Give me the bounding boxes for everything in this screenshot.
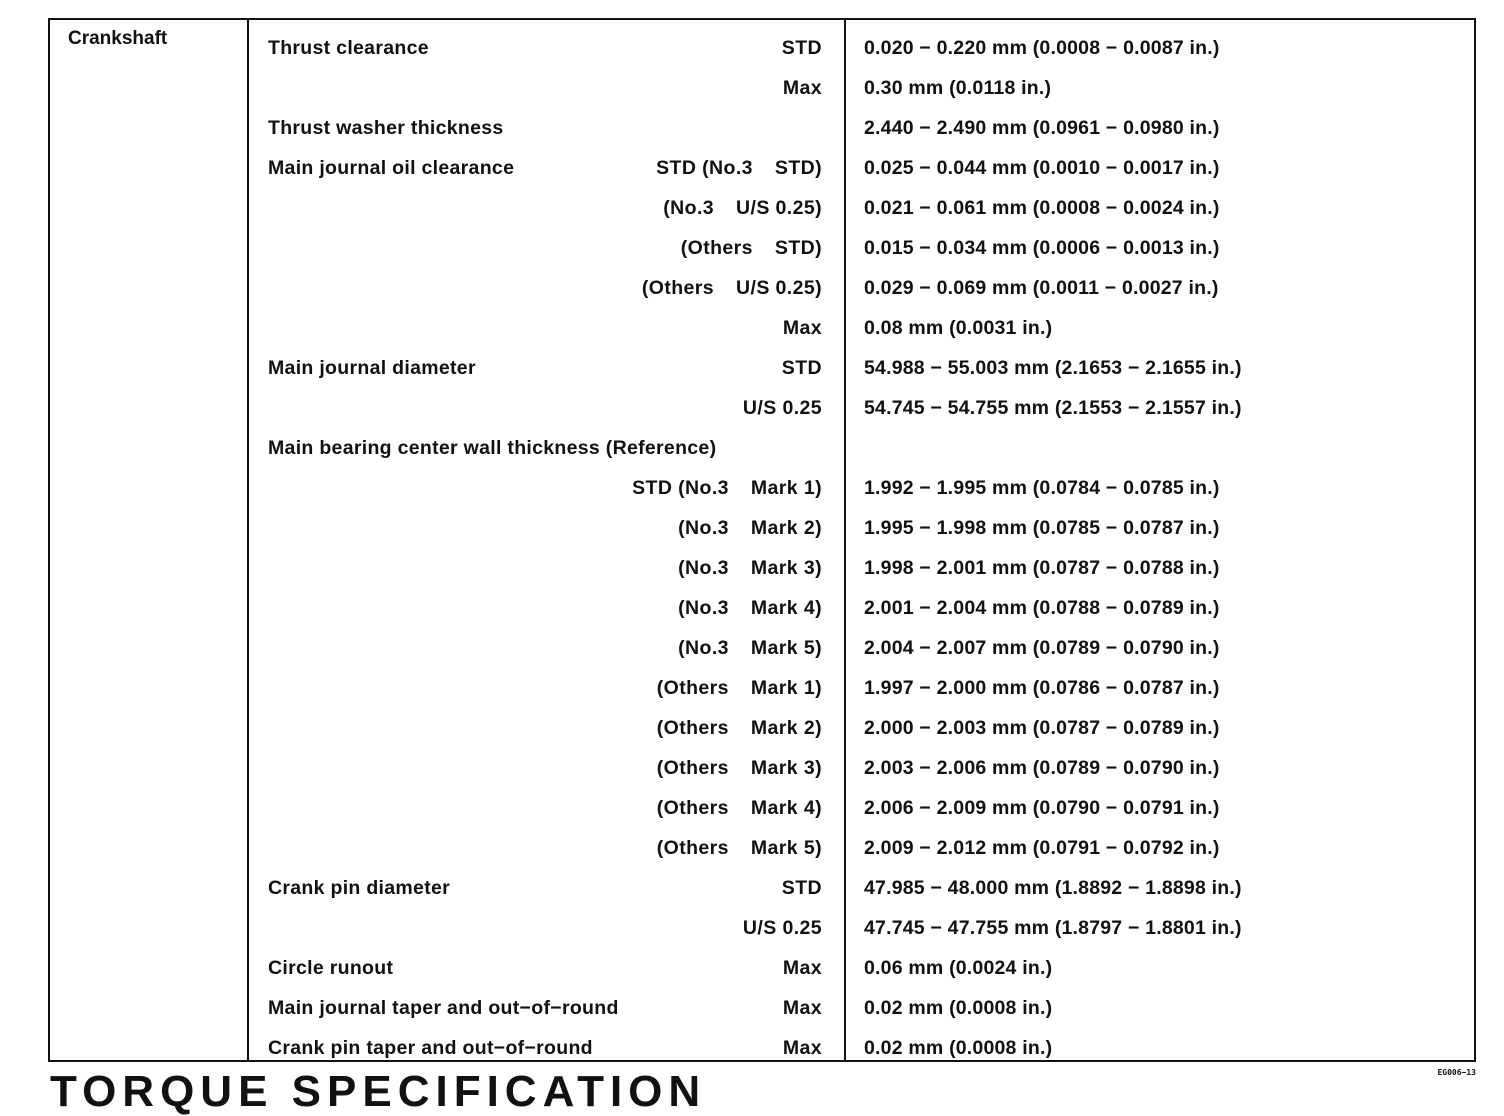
- spec-row: [50, 465, 1474, 505]
- condition-group: (No.3: [663, 197, 715, 219]
- condition: [783, 317, 822, 340]
- condition-group: (No.3: [678, 557, 729, 579]
- spec-value: 2.000 − 2.003 mm (0.0787 − 0.0789 in.): [864, 717, 1220, 739]
- condition: [783, 957, 822, 980]
- condition: [783, 1037, 822, 1060]
- spec-row: [50, 145, 1474, 185]
- spec-row: [50, 945, 1474, 985]
- item-label: Crank pin taper and out−of−round: [268, 1037, 593, 1059]
- spec-row: [50, 105, 1474, 145]
- condition-spec: Max: [782, 317, 822, 339]
- spec-value: 0.025 − 0.044 mm (0.0010 − 0.0017 in.): [864, 157, 1220, 179]
- condition: [783, 997, 822, 1020]
- condition: [657, 797, 822, 820]
- page-code: EG006−13: [1437, 1068, 1476, 1077]
- condition-group: STD (No.3: [656, 157, 753, 179]
- condition-spec: STD): [774, 157, 822, 179]
- spec-value: 0.06 mm (0.0024 in.): [864, 957, 1053, 979]
- spec-row: [50, 785, 1474, 825]
- spec-value: 2.001 − 2.004 mm (0.0788 − 0.0789 in.): [864, 597, 1220, 619]
- condition-spec: U/S 0.25: [742, 397, 822, 419]
- condition-spec: STD: [781, 37, 822, 59]
- spec-value: 1.997 − 2.000 mm (0.0786 − 0.0787 in.): [864, 677, 1220, 699]
- spec-value: 1.995 − 1.998 mm (0.0785 − 0.0787 in.): [864, 517, 1220, 539]
- spec-value: 2.009 − 2.012 mm (0.0791 − 0.0792 in.): [864, 837, 1220, 859]
- condition: [678, 597, 822, 620]
- condition: [656, 157, 822, 180]
- condition-group: (Others: [641, 277, 715, 299]
- spec-row: [50, 425, 1474, 465]
- condition: [642, 277, 822, 300]
- condition-spec: Max: [782, 1037, 822, 1059]
- condition: [782, 37, 822, 60]
- condition-group: (Others: [656, 837, 729, 859]
- spec-value: 0.08 mm (0.0031 in.): [864, 317, 1053, 339]
- condition-spec: Mark 3): [750, 557, 822, 579]
- item-label: Main journal taper and out−of−round: [268, 997, 619, 1019]
- condition: [782, 877, 822, 900]
- spec-row: [50, 225, 1474, 265]
- condition: [657, 717, 822, 740]
- item-label: Main journal diameter: [268, 357, 476, 379]
- spec-value: 2.440 − 2.490 mm (0.0961 − 0.0980 in.): [864, 117, 1220, 139]
- condition-spec: Mark 4): [750, 597, 822, 619]
- spec-value: 0.02 mm (0.0008 in.): [864, 997, 1053, 1019]
- spec-row: [50, 265, 1474, 305]
- condition-spec: Mark 1): [750, 677, 822, 699]
- spec-row: [50, 625, 1474, 665]
- condition: [743, 397, 822, 420]
- condition-spec: Mark 2): [750, 717, 822, 739]
- item-label: Main journal oil clearance: [268, 157, 515, 179]
- condition-spec: U/S 0.25): [736, 197, 822, 219]
- spec-value: 0.02 mm (0.0008 in.): [864, 1037, 1053, 1059]
- spec-table: [48, 18, 1476, 1062]
- condition-spec: STD: [781, 877, 822, 899]
- condition-group: STD (No.3: [632, 477, 729, 499]
- spec-row: [50, 65, 1474, 105]
- condition: [681, 237, 822, 260]
- spec-value: 0.015 − 0.034 mm (0.0006 − 0.0013 in.): [864, 237, 1220, 259]
- condition: [657, 757, 822, 780]
- condition-spec: Mark 4): [750, 797, 822, 819]
- spec-row: [50, 985, 1474, 1025]
- spec-row: [50, 745, 1474, 785]
- condition-spec: U/S 0.25: [742, 917, 822, 939]
- section-label: Crankshaft: [68, 28, 168, 49]
- condition: [678, 637, 822, 660]
- spec-row: [50, 305, 1474, 345]
- condition: [783, 77, 822, 100]
- condition-group: (Others: [656, 717, 729, 739]
- condition-group: (Others: [656, 677, 729, 699]
- spec-value: 47.985 − 48.000 mm (1.8892 − 1.8898 in.): [864, 877, 1242, 899]
- item-label: Thrust washer thickness: [268, 117, 504, 139]
- condition-spec: Max: [782, 957, 822, 979]
- condition: [632, 477, 822, 500]
- spec-value: 54.745 − 54.755 mm (2.1553 − 2.1557 in.): [864, 397, 1242, 419]
- condition-spec: U/S 0.25): [736, 277, 822, 299]
- item-label: Thrust clearance: [268, 37, 429, 59]
- spec-row: [50, 545, 1474, 585]
- condition-spec: Max: [782, 77, 822, 99]
- spec-row: [50, 905, 1474, 945]
- footer-heading: TORQUE SPECIFICATION: [50, 1067, 707, 1116]
- spec-value: 0.020 − 0.220 mm (0.0008 − 0.0087 in.): [864, 37, 1220, 59]
- item-label: Crank pin diameter: [268, 877, 451, 899]
- condition-group: (No.3: [678, 597, 729, 619]
- condition-group: (No.3: [678, 637, 729, 659]
- spec-row: [50, 825, 1474, 865]
- spec-row: [50, 385, 1474, 425]
- condition-spec: Mark 5): [750, 637, 822, 659]
- condition-group: (Others: [656, 797, 729, 819]
- spec-row: [50, 1025, 1474, 1065]
- spec-row: [50, 585, 1474, 625]
- spec-value: 2.006 − 2.009 mm (0.0790 − 0.0791 in.): [864, 797, 1220, 819]
- condition-group: (Others: [680, 237, 753, 259]
- condition-spec: Mark 3): [750, 757, 822, 779]
- condition: [657, 677, 822, 700]
- spec-row: [50, 705, 1474, 745]
- spec-value: 0.021 − 0.061 mm (0.0008 − 0.0024 in.): [864, 197, 1220, 219]
- spec-value: 54.988 − 55.003 mm (2.1653 − 2.1655 in.): [864, 357, 1242, 379]
- condition-group: (No.3: [678, 517, 729, 539]
- item-label: Main bearing center wall thickness (Reference): [268, 437, 717, 459]
- spec-row: [50, 865, 1474, 905]
- spec-value: 0.30 mm (0.0118 in.): [864, 77, 1052, 99]
- condition: [678, 557, 822, 580]
- spec-row: [50, 505, 1474, 545]
- spec-row: [50, 665, 1474, 705]
- condition: [657, 837, 822, 860]
- spec-value: 0.029 − 0.069 mm (0.0011 − 0.0027 in.): [864, 277, 1219, 299]
- spec-value: 2.003 − 2.006 mm (0.0789 − 0.0790 in.): [864, 757, 1220, 779]
- condition-spec: Max: [782, 997, 822, 1019]
- spec-value: 47.745 − 47.755 mm (1.8797 − 1.8801 in.): [864, 917, 1242, 939]
- spec-value: 1.992 − 1.995 mm (0.0784 − 0.0785 in.): [864, 477, 1220, 499]
- spec-row: [50, 185, 1474, 225]
- condition-spec: Mark 1): [750, 477, 822, 499]
- condition-spec: Mark 5): [750, 837, 822, 859]
- condition-group: (Others: [656, 757, 729, 779]
- spec-value: 2.004 − 2.007 mm (0.0789 − 0.0790 in.): [864, 637, 1220, 659]
- condition-spec: STD): [774, 237, 822, 259]
- spec-row: [50, 345, 1474, 385]
- condition: [663, 197, 822, 220]
- spec-value: 1.998 − 2.001 mm (0.0787 − 0.0788 in.): [864, 557, 1220, 579]
- item-label: Circle runout: [268, 957, 394, 979]
- condition-spec: STD: [781, 357, 822, 379]
- condition: [743, 917, 822, 940]
- spec-row: [50, 25, 1474, 65]
- condition: [782, 357, 822, 380]
- condition: [678, 517, 822, 540]
- condition-spec: Mark 2): [750, 517, 822, 539]
